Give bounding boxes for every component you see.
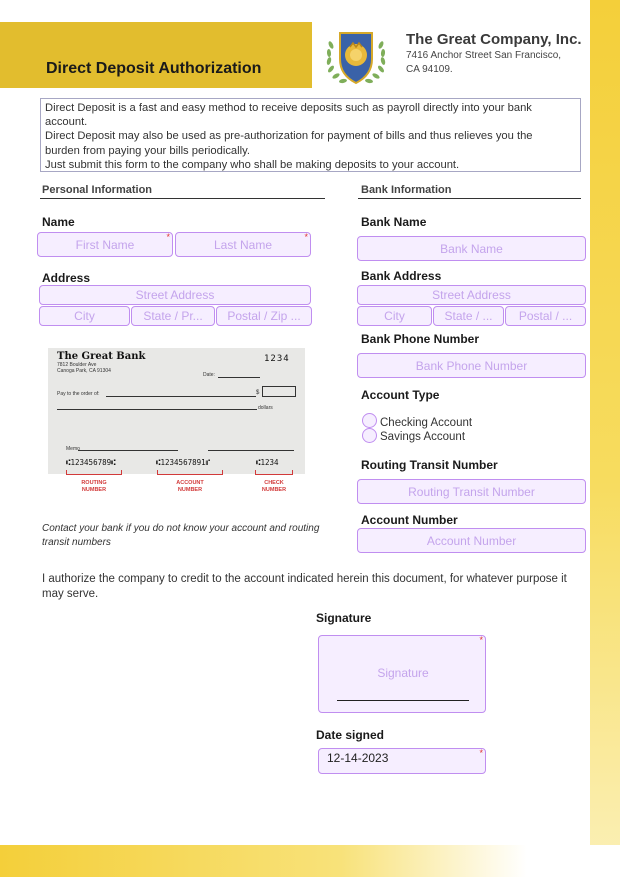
intro-text-box (40, 98, 581, 172)
bank-zip-placeholder: Postal / ... (518, 309, 573, 323)
account-bracket (157, 470, 223, 475)
signature-pad[interactable] (318, 635, 486, 713)
company-address-line2: CA 94109. (406, 64, 453, 75)
first-name-input[interactable] (37, 232, 173, 257)
check-check-digits: ⑆1234 (256, 458, 279, 467)
check-date-line (218, 377, 260, 378)
personal-info-heading: Personal Information (42, 184, 153, 196)
sample-check-image (48, 348, 305, 474)
routing-number-label: Routing Transit Number (361, 458, 498, 472)
zip-input[interactable] (216, 306, 312, 326)
bank-phone-placeholder: Bank Phone Number (415, 358, 528, 373)
check-number: 1234 (264, 354, 290, 364)
intro-line: burden from paying your bills periodically. (45, 144, 250, 157)
check-routing-digits: ⑆123456789⑆ (66, 458, 116, 467)
city-input[interactable] (39, 306, 130, 326)
check-bank-addr1: 7812 Boulder Ave (57, 362, 97, 368)
check-currency-symbol: $ (256, 390, 260, 396)
checking-account-label: Checking Account (380, 417, 473, 429)
routing-bracket (66, 470, 122, 475)
last-name-input[interactable] (175, 232, 311, 257)
bank-phone-input[interactable] (357, 353, 586, 378)
check-date-label: Date: (203, 372, 215, 378)
check-memo-line (78, 450, 178, 451)
bottom-accent-stripe (0, 845, 620, 877)
zip-placeholder: Postal / Zip ... (227, 309, 301, 323)
check-written-amount-line (57, 409, 257, 410)
bank-street-placeholder: Street Address (432, 288, 511, 302)
account-number-placeholder: Account Number (426, 533, 517, 548)
state-input[interactable] (131, 306, 215, 326)
savings-account-radio[interactable] (362, 428, 377, 443)
first-name-placeholder: First Name (75, 237, 135, 252)
signature-placeholder: Signature (377, 666, 429, 680)
check-number-caption: CHECK NUMBER (261, 480, 287, 493)
check-payee-line (106, 396, 256, 397)
check-bracket (255, 470, 293, 475)
state-placeholder: State / Pr... (143, 309, 203, 323)
intro-line: account. (45, 116, 88, 129)
account-number-label: Account Number (361, 513, 458, 527)
bank-info-note: Contact your bank if you do not know your account and routing transit numbers (42, 523, 320, 548)
account-type-label: Account Type (361, 388, 440, 402)
check-account-digits: ⑆1234567891⑈ (156, 458, 211, 467)
bank-street-input[interactable] (357, 285, 586, 305)
bank-info-divider (358, 198, 581, 199)
routing-caption: ROUTING NUMBER (81, 480, 107, 493)
required-marker: * (166, 232, 170, 242)
routing-number-placeholder: Routing Transit Number (408, 484, 535, 499)
authorization-statement: I authorize the company to credit to the account indicated herein this document, for whatever purpose it may serve. (42, 573, 567, 600)
required-marker: * (479, 635, 483, 645)
date-signed-input[interactable] (318, 748, 486, 774)
intro-line: Direct Deposit may also be used as pre-authorization for payment of bills and thus relieves you the (45, 130, 533, 143)
check-amount-box (262, 386, 296, 397)
name-label: Name (42, 215, 75, 229)
bank-state-placeholder: State / ... (444, 309, 493, 323)
bank-name-placeholder: Bank Name (440, 241, 503, 256)
signature-label: Signature (316, 611, 372, 625)
checking-account-radio[interactable] (362, 413, 377, 428)
form-title: Direct Deposit Authorization (46, 60, 262, 77)
signature-line (337, 700, 469, 701)
street-address-placeholder: Street Address (135, 288, 215, 302)
bank-name-input[interactable] (357, 236, 586, 261)
company-address-line1: 7416 Anchor Street San Francisco, (406, 50, 562, 61)
bank-name-label: Bank Name (361, 215, 427, 229)
check-signature-line (208, 450, 294, 451)
check-memo-label: Memo (66, 446, 80, 452)
check-pay-label: Pay to the order of: (57, 391, 100, 397)
right-accent-stripe (590, 0, 620, 877)
intro-line: Direct Deposit is a fast and easy method to receive deposits such as payroll directly into your bank (45, 102, 532, 114)
bank-city-placeholder: City (384, 309, 405, 323)
date-signed-label: Date signed (316, 728, 385, 742)
address-label: Address (42, 271, 91, 285)
account-number-input[interactable] (357, 528, 586, 553)
company-name: The Great Company, Inc. (406, 31, 582, 48)
city-placeholder: City (74, 309, 95, 323)
required-marker: * (304, 232, 308, 242)
last-name-placeholder: Last Name (213, 237, 273, 252)
check-bank-addr2: Canoga Park, CA 91304 (57, 368, 111, 374)
intro-line: Just submit this form to the company who shall be making deposits to your account. (45, 158, 460, 171)
savings-account-label: Savings Account (380, 431, 466, 443)
personal-info-divider (40, 198, 325, 199)
check-dollars-label: dollars (258, 405, 273, 411)
bank-phone-label: Bank Phone Number (361, 332, 480, 346)
title-band (0, 22, 312, 88)
date-signed-value: 12-14-2023 (327, 751, 389, 765)
company-logo-icon (322, 25, 390, 89)
routing-number-input[interactable] (357, 479, 586, 504)
required-marker: * (479, 748, 483, 758)
bank-address-label: Bank Address (361, 269, 442, 283)
bank-zip-input[interactable] (505, 306, 586, 326)
check-bank-name: The Great Bank (57, 351, 146, 362)
account-caption: ACCOUNT NUMBER (176, 480, 204, 493)
bank-info-heading: Bank Information (361, 184, 452, 196)
bank-state-input[interactable] (433, 306, 504, 326)
bank-city-input[interactable] (357, 306, 432, 326)
street-address-input[interactable] (39, 285, 311, 305)
